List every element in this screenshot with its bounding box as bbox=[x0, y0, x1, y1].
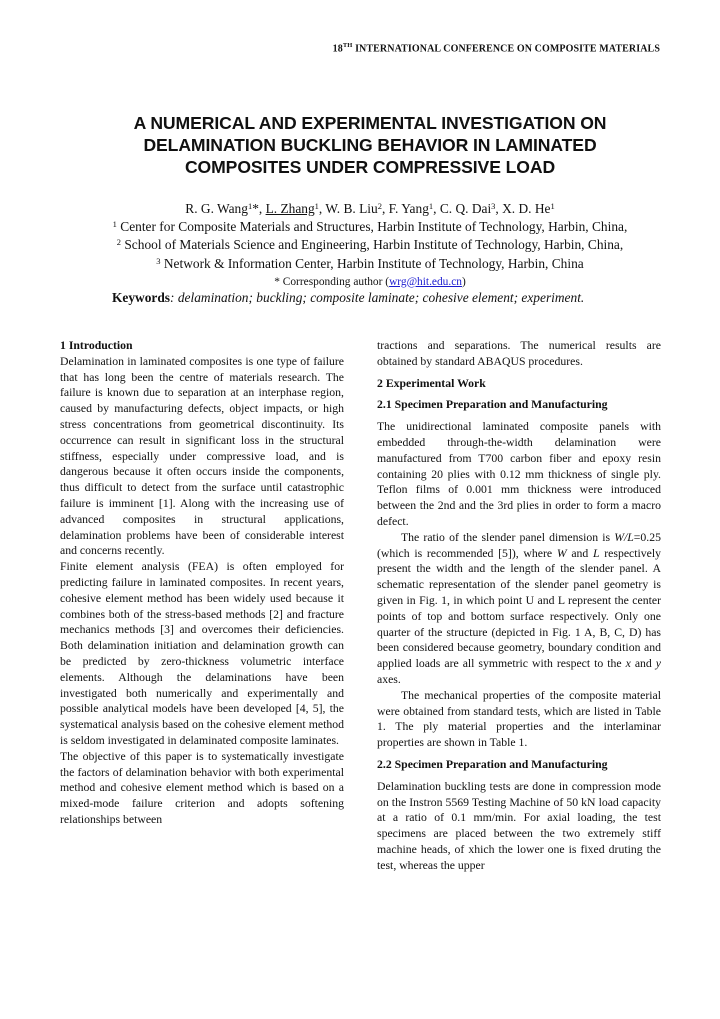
paragraph: tractions and separations. The numerical results are obtained by standard ABAQUS procedures. bbox=[377, 339, 661, 368]
title-line: COMPOSITES UNDER COMPRESSIVE LOAD bbox=[184, 157, 556, 177]
paper-title bbox=[60, 112, 680, 178]
section-heading-experimental-work: 2 Experimental Work bbox=[377, 376, 486, 390]
email-link[interactable]: wrg@hit.edu.cn bbox=[389, 275, 462, 288]
title-line: A NUMERICAL AND EXPERIMENTAL INVESTIGATION ON bbox=[133, 113, 607, 133]
running-header: 18TH INTERNATIONAL CONFERENCE ON COMPOSITE MATERIALS bbox=[332, 42, 660, 55]
paragraph: Delamination in laminated composites is one type of failure that has long been the centre of materials research. The failure is known due to separation at an interphase region, caused by manufacturing defects, object impacts, or high stress concentrations from geometrical discontinuity. Its occurrence can result in significant loss in the structural stiffness, especially under compressive load, and is dangerous because it often occurs inside the components, thus difficult to detect from the surface until catastrophic failure is imminent [1]. Along with the increasing use of advanced composites in structural applications, delamination problems have been of considerable interest and concerns recently. bbox=[60, 354, 344, 558]
left-column bbox=[60, 338, 344, 828]
affiliation-2: $^2$ School of Materials Science and Engineering, Harbin Institute of Technology, Harbin, China, bbox=[116, 237, 624, 253]
right-column bbox=[377, 338, 661, 874]
subsection-heading-2-1: 2.1 Specimen Preparation and Manufacturing bbox=[377, 398, 608, 412]
keywords bbox=[112, 290, 672, 306]
keywords-label: Keywords bbox=[112, 290, 171, 305]
paragraph: The mechanical properties of the composite material were obtained from standard tests, which are listed in Table 1. The ply material properties and the interlaminar properties are shown in Table 1. bbox=[377, 688, 661, 750]
author-block bbox=[60, 200, 680, 291]
paragraph: Finite element analysis (FEA) is often employed for predicting failure in laminated composites. In recent years, cohesive element method has been widely used because it combines both of the stress-based methods [2] and fracture mechanics methods [3] and overcomes their deficiencies. Both delamination initiation and delamination growth can be predicted by zero-thickness volumetric interface elements. Although the delaminations have been investigated both numerically and experimentally and possible analytical models have been developed [4, 5], the systematical analysis based on the cohesive element method is seldom investigated in delaminated composite laminates. bbox=[60, 560, 344, 747]
paragraph: The ratio of the slender panel dimension is W/L=0.25 (which is recommended [5]), where W and L respectively present the width and the length of the slender panel. A schematic representation of the slender panel geometry is given in Fig. 1, in which point U and L represent the center points of top and bottom surface respectively. Only one quarter of the structure (depicted in Fig. 1 A, B, C, D) has been considered because geometry, boundary condition and applied loads are all symmetric with respect to the x and y axes. bbox=[377, 530, 662, 686]
affiliation-3: $^3$ Network & Information Center, Harbin Institute of Technology, Harbin, China bbox=[156, 255, 584, 271]
section-heading-introduction: 1 Introduction bbox=[60, 339, 133, 352]
author-list: R. G. Wang$^1$*, L. Zhang$^1$, W. B. Liu$^2$, F. Yang$^1$, C. Q. Dai$^3$, X. D. He$^1$ bbox=[185, 201, 555, 216]
subsection-heading-2-2: 2.2 Specimen Preparation and Manufacturing bbox=[377, 757, 608, 771]
paragraph: Delamination buckling tests are done in compression mode on the Instron 5569 Testing Machine of 50 kN load capacity at a ratio of 0.1 mm/min. For axial loading, the test specimens are placed between the two extremely stiff machine heads, of xhich the lower one is fixed druting the test, whereas the upper bbox=[377, 779, 661, 872]
title-line: DELAMINATION BUCKLING BEHAVIOR IN LAMINATED bbox=[143, 135, 597, 155]
keywords-text: : delamination; buckling; composite laminate; cohesive element; experiment. bbox=[170, 290, 585, 305]
affiliation-1: $^1$ Center for Composite Materials and Structures, Harbin Institute of Technology, Harbin, China, bbox=[112, 219, 628, 235]
corresponding-author: * Corresponding author (wrg@hit.edu.cn) bbox=[274, 275, 466, 288]
paragraph: The unidirectional laminated composite panels with embedded through-the-width delamination were manufactured from T700 carbon fiber and epoxy resin containing 20 plies with 0.12 mm thickness of single ply. Teflon films of 0.001 mm thickness were introduced between the 2nd and the 3rd plies in order to form a macro defect. bbox=[377, 420, 661, 528]
paragraph: The objective of this paper is to systematically investigate the factors of delamination behavior with both experimental method and cohesive element method which is based on a mixed-mode failure criterion and adopts softening relationships between bbox=[60, 749, 344, 826]
author-corresponding: L. Zhang bbox=[265, 201, 315, 216]
